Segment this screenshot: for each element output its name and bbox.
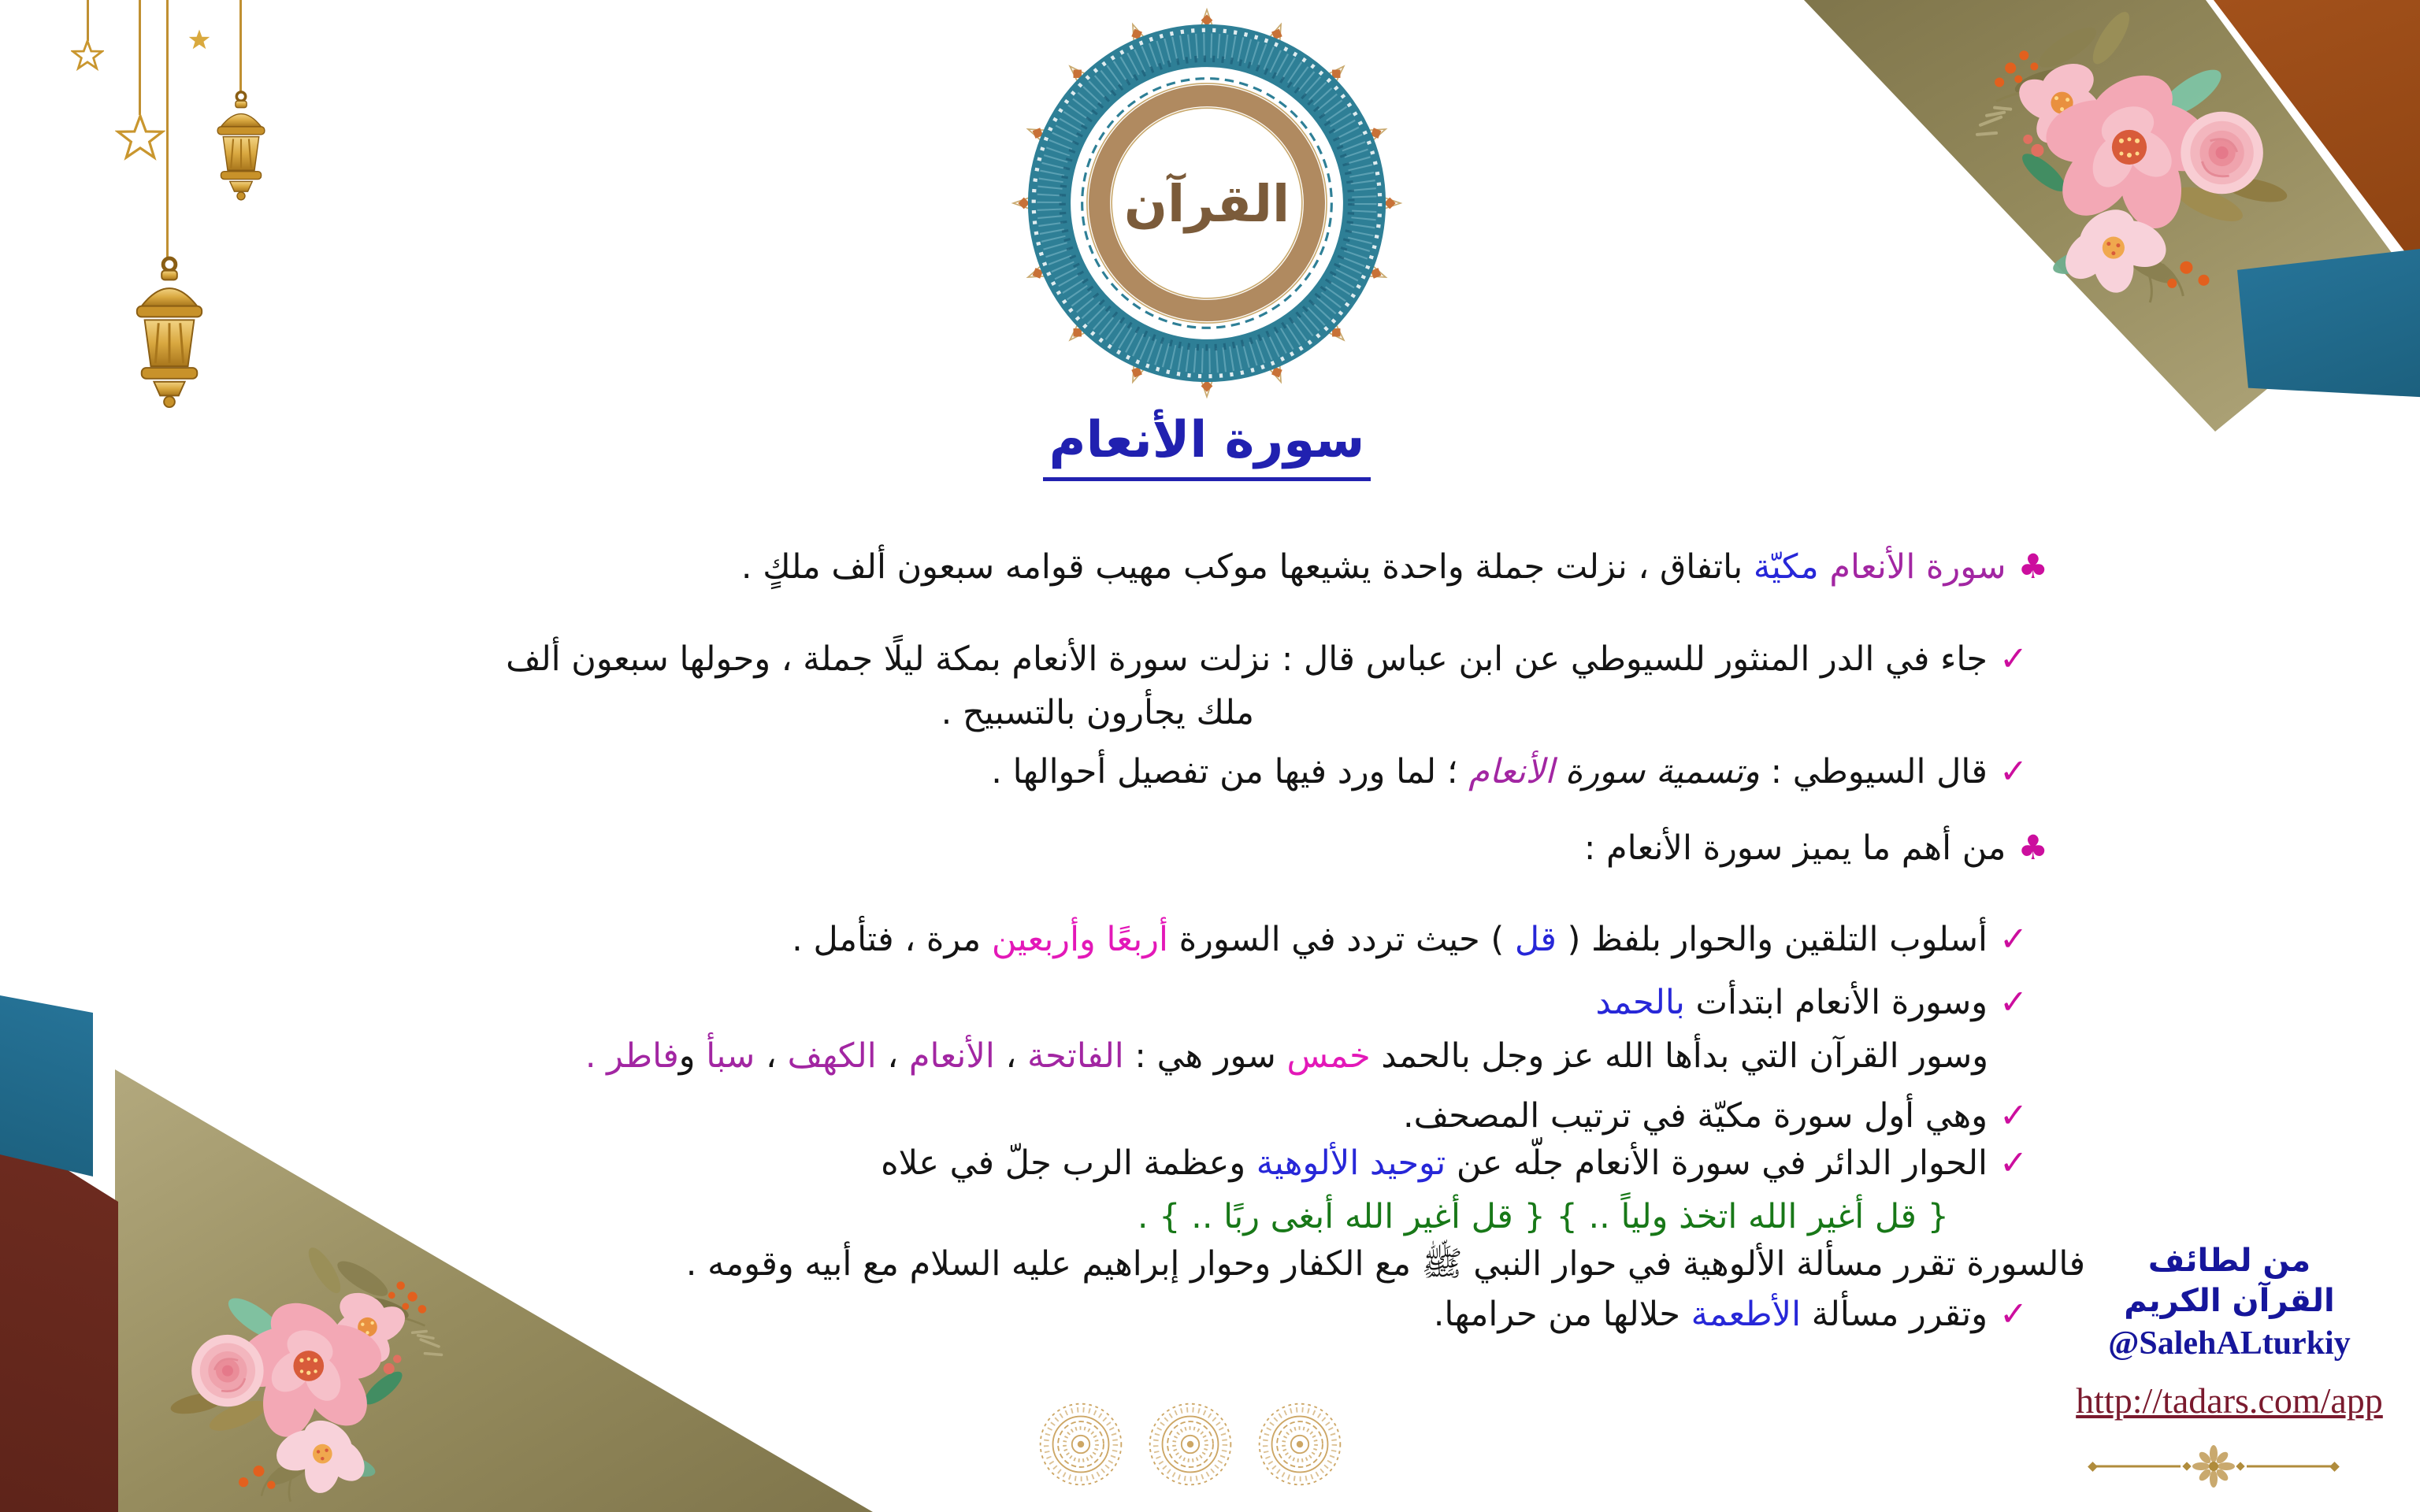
ornament-medallion — [1256, 1400, 1344, 1488]
text-segment: توحيد الألوهية — [1256, 1143, 1446, 1183]
quran-medallion — [1010, 6, 1404, 400]
text-segment: الحوار الدائر في سورة الأنعام جلّه عن — [1446, 1143, 1988, 1183]
text-segment: سور هي : — [1123, 1036, 1287, 1076]
text-segment: ✓ — [1988, 1096, 2028, 1136]
bullet-line-makkiyyah — [741, 547, 2048, 588]
text-segment: وتقرر مسألة — [1801, 1295, 1988, 1334]
text-segment: الأنعام — [1468, 752, 1555, 791]
footer-handle: @SalehALturkiy — [2108, 1325, 2351, 1362]
medallion-calligraphy: القرآن — [1123, 174, 1290, 234]
text-segment: وعظمة الرب جلّ في علاه — [881, 1143, 1256, 1183]
flower-decoration-bottom-left — [146, 1243, 469, 1506]
continuation-line-dialogue — [686, 1244, 2085, 1285]
check-line-foods — [1434, 1295, 2028, 1336]
lantern-icon — [123, 255, 216, 410]
ornament-divider — [2088, 1444, 2340, 1488]
star-icon — [115, 113, 165, 164]
star-icon — [71, 39, 104, 72]
ornament-medallion — [1146, 1400, 1234, 1488]
check-line-tawheed — [881, 1143, 2028, 1184]
text-segment: ✓ — [1988, 920, 2028, 959]
text-segment: مرة ، فتأمل . — [792, 920, 992, 959]
text-segment: ♣ — [2006, 547, 2048, 587]
lantern-string — [139, 0, 141, 115]
title-wrapper — [1010, 411, 1404, 481]
text-segment: خمس — [1286, 1036, 1371, 1076]
text-segment: ؛ لما ورد فيها من تفصيل أحوالها . — [991, 752, 1469, 791]
bullet-line-features — [1584, 828, 2048, 869]
text-segment: { قل أغير الله اتخذ ولياً .. } { قل أغير الله أبغى ربًا .. } . — [1137, 1197, 1949, 1236]
text-segment: الأطعمة — [1691, 1295, 1802, 1334]
text-segment: من أهم ما يميز سورة الأنعام : — [1583, 828, 2006, 868]
text-segment: ✓ — [1988, 752, 2028, 791]
text-segment: و — [678, 1036, 707, 1076]
text-segment: سبأ — [706, 1036, 755, 1076]
footer-credit-block — [2056, 1241, 2403, 1421]
text-segment: قال السيوطي : — [1759, 752, 1988, 791]
continuation-line-tasbeeh — [941, 693, 1254, 734]
footer-tagline-1: من لطائف — [2147, 1243, 2311, 1279]
text-segment: جاء في الدر المنثور للسيوطي عن ابن عباس قال : نزلت سورة الأنعام بمكة ليلًا جملة ، وحولها سبعون ألف — [506, 639, 1988, 679]
text-segment: بالحمد — [1595, 983, 1685, 1022]
text-segment: الأنعام — [908, 1036, 995, 1076]
text-segment: وتسمية سورة — [1554, 752, 1760, 791]
corner-shape-teal-bottom-left — [0, 989, 95, 1178]
text-segment: ، — [876, 1036, 909, 1076]
text-segment: باتفاق ، نزلت جملة واحدة يشيعها موكب مهيب قوامه سبعون ألف ملكٍ . — [740, 547, 1743, 587]
text-segment: ملك يجأرون بالتسبيح . — [941, 693, 1254, 732]
check-line-hamd — [1596, 983, 2028, 1024]
text-segment: أسلوب التلقين والحوار بلفظ ( — [1556, 920, 1988, 959]
text-segment: وهي أول سورة مكيّة في ترتيب المصحف. — [1403, 1096, 1988, 1136]
footer-tagline-2: القرآن الكريم — [2124, 1283, 2335, 1320]
check-line-first-makki — [1403, 1096, 2028, 1137]
check-line-suyuti — [991, 752, 2028, 793]
star-icon — [187, 28, 211, 52]
text-segment: الكهف — [787, 1036, 877, 1076]
page-title: سورة الأنعام — [1043, 411, 1371, 481]
text-segment: مكيّة — [1743, 547, 1819, 587]
text-segment: ✓ — [1988, 1143, 2028, 1183]
lantern-icon — [207, 90, 275, 202]
footer-app-link[interactable]: http://tadars.com/app — [2076, 1380, 2383, 1421]
quote-line-green — [1138, 1197, 1949, 1238]
text-segment: ) حيث تردد في السورة — [1167, 920, 1515, 959]
text-segment: فاطر . — [585, 1036, 679, 1076]
ornament-medallion — [1037, 1400, 1125, 1488]
check-line-qul — [792, 920, 2028, 961]
text-segment: قل — [1514, 920, 1557, 959]
flower-decoration-top-right — [1946, 6, 2316, 307]
text-segment: سورة الأنعام — [1818, 547, 2006, 587]
text-segment: فالسورة تقرر مسألة الألوهية في حوار النبي ﷺ مع الكفار وحوار إبراهيم عليه السلام مع أبيه وقومه . — [685, 1244, 2085, 1284]
text-segment: ، — [755, 1036, 788, 1076]
continuation-line-surahs — [585, 1036, 1988, 1077]
text-segment: حلالها من حرامها. — [1433, 1295, 1691, 1334]
text-segment: ✓ — [1988, 983, 2028, 1022]
lantern-string — [87, 0, 89, 41]
text-segment: الفاتحة — [1027, 1036, 1124, 1076]
text-segment: ✓ — [1988, 639, 2028, 679]
text-segment: وسورة الأنعام ابتدأت — [1684, 983, 1988, 1022]
text-segment: وسور القرآن التي بدأها الله عز وجل بالحمد — [1370, 1036, 1988, 1076]
lantern-string — [166, 0, 169, 258]
text-segment: أربعًا وأربعين — [991, 920, 1168, 959]
text-segment: ، — [994, 1036, 1028, 1076]
corner-shape-maroon-bottom-left — [0, 1121, 118, 1512]
text-segment: ♣ — [2006, 828, 2048, 868]
lantern-string — [239, 0, 242, 93]
text-segment: ✓ — [1988, 1295, 2028, 1334]
check-line-durr-manthur — [506, 639, 2028, 680]
